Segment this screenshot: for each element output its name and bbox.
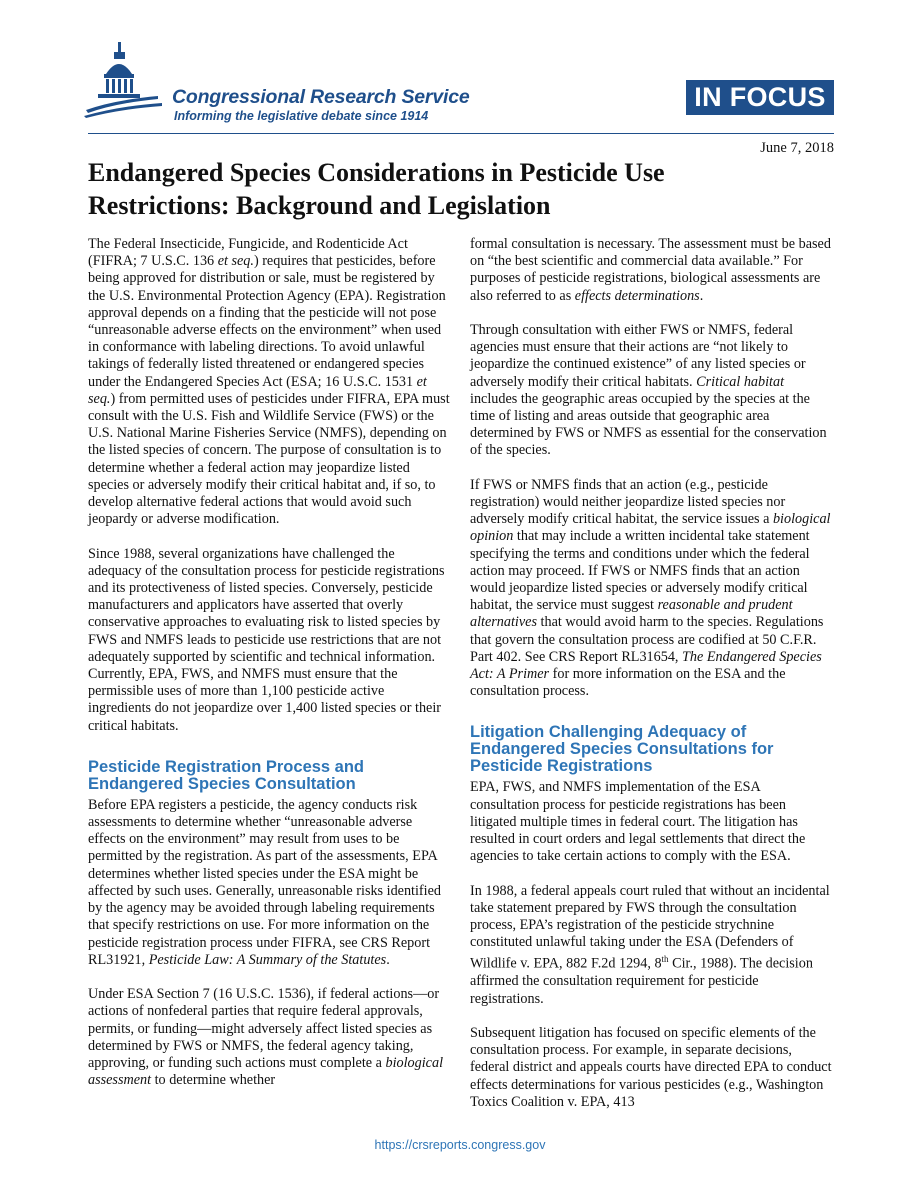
right-column bbox=[470, 236, 832, 1128]
report-header bbox=[0, 0, 920, 140]
paragraph: Through consultation with either FWS or NMFS, federal agencies must ensure that their actions are “not likely to jeopardize the continued existence” of any listed species or adversely modify their critical habitats. Critical habitat includes the geographic areas occupied by the species at the time of listing and areas outside that geographic area determined by FWS or NMFS as essential for the conservation of the species. bbox=[470, 322, 827, 459]
paragraph: EPA, FWS, and NMFS implementation of the ESA consultation process for pesticide registrations has been litigated multiple times in federal court. The litigation has resulted in court orders and legal settlements that direct the agencies to take certain actions to comply with the ESA. bbox=[470, 779, 806, 865]
paragraph: Since 1988, several organizations have challenged the adequacy of the consultation process for pesticide registrations and its protectiveness of listed species. Conversely, pesticide manufacturers and applicators have asserted that overly conservative approaches to evaluating risk to listed species by FWS and NMFS leads to pesticide use restrictions that are not adequately supported by scientific and technical information. Currently, EPA, FWS, and NMFS must ensure that the permissible uses of more than 1,100 pesticide active ingredients do not jeopardize over 1,400 listed species or their critical habitats. bbox=[88, 545, 445, 734]
paragraph: formal consultation is necessary. The assessment must be based on “the best scientific and commercial data available.” For purposes of pesticide registrations, biological assessments are also referred to as effects determinations. bbox=[470, 236, 831, 304]
paragraph: In 1988, a federal appeals court ruled that without an incidental take statement prepared by FWS through the consultation process, EPA’s registration of the pesticide strychnine constituted unlawful taking under the ESA (Defenders of Wildlife v. EPA, 882 F.2d 1294, 8th Cir., 1988). The decision affirmed the consultation requirement for pesticide registrations. bbox=[470, 882, 830, 1007]
org-tagline: Informing the legislative debate since 1914 bbox=[174, 109, 429, 123]
header-divider bbox=[88, 133, 834, 134]
section-heading: Pesticide Registration Process and Endangered Species Consultation bbox=[88, 757, 365, 793]
org-name: Congressional Research Service bbox=[172, 86, 470, 108]
capitol-dome-icon bbox=[84, 40, 164, 118]
in-focus-badge: IN FOCUS bbox=[686, 80, 834, 115]
paragraph: Subsequent litigation has focused on specific elements of the consultation process. For example, in separate decisions, federal district and appeals courts have directed EPA to conduct effects determinations for various pesticides (e.g., Washington Toxics Coalition v. EPA, 413 bbox=[470, 1025, 832, 1110]
section-heading: Litigation Challenging Adequacy of Endangered Species Consultations for Pesticide Registrations bbox=[470, 723, 774, 776]
left-column bbox=[88, 236, 450, 1107]
paragraph: Before EPA registers a pesticide, the agency conducts risk assessments to determine whether “unreasonable adverse effects on the environment” may result from uses to be permitted by the registration. As part of the assessments, EPA determines whether listed species under the ESA might be affected by such uses. Generally, unreasonable risks identified by the agency may be avoided through labeling requirements that specify restrictions on use. For more information on the pesticide registration process under FIFRA, see CRS Report RL31921, Pesticide Law: A Summary of the Statutes. bbox=[88, 796, 441, 968]
paragraph: If FWS or NMFS finds that an action (e.g., pesticide registration) would neither jeopardize listed species nor adversely modify critical habitat, the service issues a biological opinion that may include a written incidental take statement specifying the terms and conditions under which the federal action may proceed. If FWS or NMFS finds that an action would jeopardize listed species or adversely modify critical habitat, the service must suggest reasonable and prudent alternatives that would avoid harm to the species. Regulations that govern the consultation process are codified at 50 C.F.R. Part 402. See CRS Report RL31654, The Endangered Species Act: A Primer for more information on the ESA and the consultation process. bbox=[470, 476, 831, 700]
report-date: June 7, 2018 bbox=[760, 140, 834, 156]
report-title: Endangered Species Considerations in Pesticide Use Restrictions: Background and Legislation bbox=[88, 158, 665, 220]
footer-url-link[interactable]: https://crsreports.congress.gov bbox=[374, 1138, 546, 1152]
paragraph: Under ESA Section 7 (16 U.S.C. 1536), if federal actions—or actions of nonfederal parties that require federal approvals, permits, or funding—might adversely affect listed species as determined by FWS or NMFS, the federal agency taking, approving, or funding such actions must complete a biological assessment to determine whether bbox=[88, 986, 444, 1089]
paragraph: The Federal Insecticide, Fungicide, and Rodenticide Act (FIFRA; 7 U.S.C. 136 et seq.) requires that pesticides, before being approved for distribution or sale, must be registered by the U.S. Environmental Protection Agency (EPA). Registration approval depends on a finding that the pesticide will not pose “unreasonable adverse effects on the environment” when used in conformance with labeling directions. To avoid unlawful takings of federally listed threatened or endangered species under the Endangered Species Act (ESA; 16 U.S.C. 1531 et seq.) from permitted uses of pesticides under FIFRA, EPA must consult with the U.S. Fish and Wildlife Service (FWS) or the U.S. National Marine Fisheries Service (NMFS), depending on the listed species of concern. The purpose of consultation is to determine whether a federal action may jeopardize listed species or adversely modify their critical habitat and, if so, to develop alternative federal actions that would avoid such jeopardy or adverse modification. bbox=[88, 236, 450, 528]
